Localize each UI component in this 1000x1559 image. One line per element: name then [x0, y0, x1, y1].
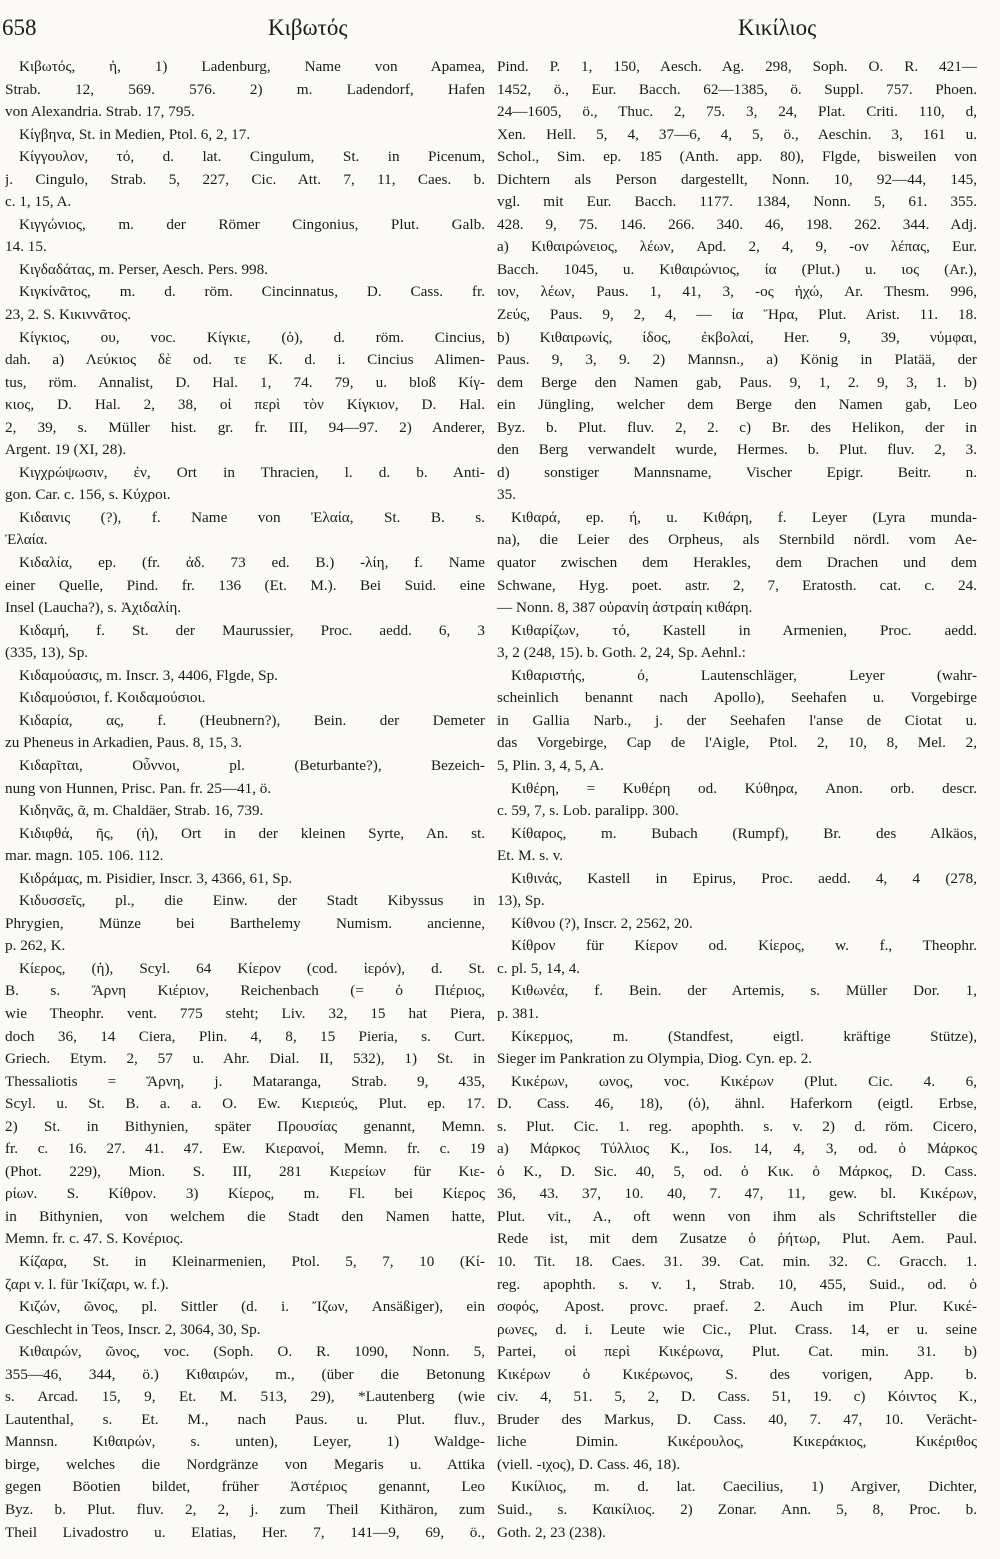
entry-headword-line: Κίθαρος, m. Bubach (Rumpf), Br. des Alkäos, — [511, 824, 977, 842]
entry-line: σοφός, Apost. provc. praef. 2. Auch im Plur. Κικέ- — [497, 1298, 977, 1316]
entry-line: s. Arcad. 15, 9, Et. M. 513, 29), *Lautenberg (wie — [5, 1388, 485, 1406]
dictionary-entry — [497, 913, 977, 936]
dictionary-entry — [497, 56, 977, 507]
entry-line: den Berg verwandelt wurde, Hermes. b. Plut. fluv. 2, 3. — [497, 441, 977, 459]
entry-line: 3, 2 (248, 15). b. Goth. 2, 24, Sp. Aehnl.: — [497, 644, 746, 662]
entry-headword-line: Κιβωτός, ἡ, 1) Ladenburg, Name von Apamea, — [19, 58, 485, 75]
entry-line: Theil Livadostro u. Elatias, Her. 7, 141—9, 69, ö., — [5, 1523, 485, 1541]
dictionary-entry — [5, 259, 485, 282]
entry-line: zu Pheneus in Arkadien, Paus. 8, 15, 3. — [5, 734, 243, 752]
dictionary-entry — [5, 665, 485, 688]
dictionary-entry — [5, 800, 485, 823]
entry-line: Pind. P. 1, 150, Aesch. Ag. 298, Soph. O. R. 421— — [497, 58, 977, 75]
entry-line: (Phot. 229), Mion. S. III, 281 Κιερείων für Κιε- — [5, 1162, 485, 1180]
entry-headword-line: Κιδαρία, ας, f. (Heubnern?), Bein. der Demeter — [19, 711, 485, 729]
entry-headword-line: Κιθινάς, Kastell in Epirus, Proc. aedd. 4, 4 (278, — [511, 869, 977, 887]
dictionary-entry — [497, 665, 977, 778]
entry-headword-line: Κιδιφθά, ῆς, (ἡ), Ort in der kleinen Syrte, An. st. — [19, 824, 485, 842]
entry-line: 10. Tit. 18. Caes. 31. 39. Cat. min. 32. C. Gracch. 1. — [497, 1252, 977, 1270]
entry-line: birge, welches die Nordgränze von Megaris u. Attika — [5, 1455, 485, 1473]
entry-line: (viell. -ιχος), D. Cass. 46, 18). — [497, 1455, 681, 1473]
entry-line: ζαρι v. l. für Ἰκίζαρι, w. f.). — [5, 1275, 169, 1293]
entry-headword-line: Κιγκίνᾶτος, m. d. röm. Cincinnatus, D. Cass. fr. — [19, 283, 485, 301]
entry-line: nung von Hunnen, Prisc. Pan. fr. 25—41, ö. — [5, 779, 272, 797]
entry-line: Schol., Sim. ep. 185 (Anth. app. 80), Flgde, bisweilen von — [497, 148, 977, 166]
entry-line: 36, 43. 37, 10. 40, 7. 47, 11, gew. bl. Κικέρων, — [497, 1185, 977, 1203]
entry-headword-line: Κιδαρῖται, Οὖννοι, pl. (Beturbante?), Bezeich- — [19, 756, 485, 774]
dictionary-entry — [5, 281, 485, 326]
entry-line: Ζεύς, Paus. 9, 2, 4, — ία Ἥρα, Plut. Arist. 11. 18. — [497, 306, 977, 324]
entry-line: civ. 4, 51. 5, 2, D. Cass. 51, 19. c) Κόιντος Κ., — [497, 1388, 977, 1406]
entry-line: Et. M. s. v. — [497, 847, 564, 865]
entry-line: 2) St. in Bithynien, später Προυσίας genannt, Memn. — [5, 1117, 485, 1135]
entry-headword-line: Κίγγουλον, τό, d. lat. Cingulum, St. in Picenum, — [19, 148, 485, 166]
entry-line: (335, 13), Sp. — [5, 644, 89, 662]
entry-line: Insel (Laucha?), s. Ἀχιδαλίη. — [5, 599, 182, 617]
entry-line: D. Cass. 46, 18), (ὁ), ähnl. Haferkorn (eigtl. Erbse, — [497, 1095, 977, 1113]
entry-line: Sieger im Pankration zu Olympia, Diog. Cyn. ep. 2. — [497, 1050, 813, 1068]
entry-line: Memn. fr. c. 47. S. Κονέριος. — [5, 1230, 184, 1248]
entry-headword-line: Κιδαμή, f. St. der Maurussier, Proc. aedd. 6, 3 — [19, 621, 485, 639]
entry-line: c. pl. 5, 14, 4. — [497, 959, 581, 977]
entry-headword-line: Κιθαριστής, ό, Lautenschläger, Leyer (wahr- — [511, 666, 977, 684]
entry-line: tus, röm. Annalist, D. Hal. 1, 74. 79, u. bloß Κίγ- — [5, 373, 485, 391]
entry-headword-line: Κίθνου (?), Inscr. 2, 2562, 20. — [511, 914, 693, 932]
dictionary-entry — [5, 552, 485, 620]
entry-line: 5, Plin. 3, 4, 5, A. — [497, 756, 604, 774]
entry-line: Partei, οἱ περὶ Κικέρωνα, Plut. Cat. min. 31. b) — [497, 1343, 977, 1361]
entry-line: s. Plut. Cic. 1. reg. apophth. s. v. 2) d. röm. Cicero, — [497, 1117, 977, 1135]
entry-line: in Gallia Narb., j. der Seehafen l'anse de Ciotat u. — [497, 711, 977, 729]
page-number: 658 — [2, 15, 37, 40]
entry-line: Bacch. 1045, u. Κιθαιρώνιος, ία (Plut.) u. ιος (Ar.), — [497, 260, 977, 278]
entry-line: ρίων. S. Κίθρον. 3) Κίερος, m. Fl. bei Κίερος — [5, 1185, 485, 1203]
running-head-left: Κιβωτός — [268, 15, 348, 40]
entry-line: 1452, ö., Eur. Bacch. 62—1385, ö. Suppl. 757. Phoen. — [497, 80, 977, 98]
entry-line: ein Jüngling, welcher dem Berge den Namen gab, Leo — [497, 396, 977, 414]
entry-line: κιος, D. Hal. 2, 38, οἱ περὶ τὸν Κίγκιον, D. Hal. — [5, 396, 485, 414]
entry-line: ρωνες, d. i. Leute wie Cic., Plut. Crass. 14, er u. seine — [497, 1320, 977, 1338]
entry-headword-line: Κίερος, (ἡ), Scyl. 64 Κίερον (cod. ἱερόν), d. St. — [19, 959, 485, 977]
entry-line: 2, 39, s. Müller hist. gr. fr. III, 94—97. 2) Anderer, — [5, 418, 485, 436]
entry-headword-line: Κιθωνέα, f. Bein. der Artemis, s. Müller Dor. 1, — [511, 982, 977, 1000]
entry-headword-line: Κιγγώνιος, m. der Römer Cingonius, Plut. Galb. — [19, 215, 485, 233]
entry-line: Byz. b. Plut. fluv. 2, 2, j. zum Theil Kithäron, zum — [5, 1501, 485, 1518]
entry-headword-line: Κίκερμος, m. (Standfest, eigtl. kräftige Stütze), — [511, 1027, 977, 1045]
dictionary-entry — [497, 868, 977, 913]
entry-line: — Nonn. 8, 387 οὐρανίη ἀστραίη κιθάρη. — [497, 599, 753, 617]
dictionary-entry — [497, 980, 977, 1025]
dictionary-entry — [5, 214, 485, 259]
dictionary-entry — [5, 1251, 485, 1296]
entry-line: Thessaliotis = Ἄρνη, j. Mataranga, Strab. 9, 435, — [5, 1072, 485, 1090]
dictionary-entry — [5, 507, 485, 552]
dictionary-entry — [5, 1341, 485, 1544]
entry-line: dem Berge den Namen gab, Paus. 9, 1, 2. 9, 3, 1. b) — [497, 373, 977, 391]
entry-line: Strab. 12, 569. 576. 2) m. Ladendorf, Hafen — [5, 80, 485, 98]
left-column — [5, 56, 485, 1544]
entry-headword-line: Κιγδαδάτας, m. Perser, Aesch. Pers. 998. — [19, 260, 269, 278]
entry-line: Κικέρων ὁ Κικέρωνος, S. des vorigen, App. b. — [497, 1365, 977, 1383]
dictionary-entry — [497, 507, 977, 620]
dictionary-entry — [5, 710, 485, 755]
dictionary-entry — [5, 462, 485, 507]
entry-line: p. 262, K. — [5, 937, 66, 955]
entry-line: c. 59, 7, s. Lob. paralipp. 300. — [497, 802, 679, 820]
entry-headword-line: Κικίλιος, m. d. lat. Caecilius, 1) Argiver, Dichter, — [511, 1478, 977, 1496]
entry-line: 23, 2. S. Κικιννᾶτος. — [5, 306, 132, 324]
entry-line: vgl. mit Eur. Bacch. 1177. 1384, Nonn. 5, 61. 355. — [497, 193, 977, 211]
entry-line: ιον, λέων, Paus. 1, 41, 3, -ος ἠχώ, Ar. Thesm. 996, — [497, 283, 977, 301]
entry-line: Phrygien, Münze bei Barthelemy Numism. ancienne, — [5, 914, 485, 932]
entry-headword-line: Κιθαρά, ep. ή, u. Κιθάρη, f. Leyer (Lyra munda- — [511, 508, 977, 526]
entry-line: Bruder des Markus, D. Cass. 40, 7. 47, 10. Verächt- — [497, 1410, 977, 1428]
entry-line: mar. magn. 105. 106. 112. — [5, 847, 164, 865]
entry-line: Goth. 2, 23 (238). — [497, 1523, 606, 1541]
entry-line: Paus. 9, 3, 9. 2) Mannsn., a) König in Platää, der — [497, 351, 977, 369]
entry-line: na), die Leier des Orpheus, als Sternbild nördl. vom Ae- — [497, 531, 977, 549]
dictionary-entry — [5, 890, 485, 958]
entry-headword-line: Κιδαινις (?), f. Name von Ἐλαία, St. B. s. — [19, 508, 485, 526]
entry-line: quator zwischen dem Herakles, dem Drachen und dem — [497, 554, 977, 572]
entry-line: Lautenthal, s. Et. M., nach Paus. u. Plut. fluv., — [5, 1410, 485, 1428]
entry-headword-line: Κιθαρίζων, τό, Kastell in Armenien, Proc. aedd. — [511, 621, 977, 639]
entry-headword-line: Κιδηνᾶς, ᾶ, m. Chaldäer, Strab. 16, 739. — [19, 802, 264, 820]
entry-line: 24—1605, ö., Thuc. 2, 75. 3, 24, Plat. Criti. 110, d, — [497, 103, 977, 121]
entry-line: Ἐλαία. — [5, 531, 48, 549]
entry-line: a) Μάρκος Τύλλιος Κ., Ios. 14, 4, 3, od. ὁ Μάρκος — [497, 1140, 977, 1158]
entry-line: a) Κιθαιρώνειος, λέων, Apd. 2, 4, 9, -ον λέπας, Eur. — [497, 238, 977, 256]
dictionary-entry — [5, 124, 485, 147]
entry-headword-line: Κιδαλία, ep. (fr. ἀδ. 73 ed. B.) -λίη, f. Name — [19, 554, 485, 572]
entry-line: B. s. Ἄρνη Κιέριον, Reichenbach (= ὁ Πιέριος, — [5, 982, 485, 1000]
entry-headword-line: Κίθρον für Κίερον od. Κίερος, w. f., Theophr. — [511, 937, 977, 955]
entry-line: gegen Böotien bildet, früher Ἀστέριος genannt, Leo — [5, 1478, 485, 1496]
dictionary-entry — [5, 327, 485, 462]
entry-headword-line: Κικέρων, ωνος, voc. Κικέρων (Plut. Cic. 4. 6, — [511, 1072, 977, 1090]
dictionary-entry — [5, 56, 485, 124]
entry-line: von Alexandria. Strab. 17, 795. — [5, 103, 195, 121]
entry-line: d) sonstiger Mannsname, Vischer Epigr. Beitr. n. — [497, 463, 977, 481]
running-head-right: Κικίλιος — [738, 15, 817, 40]
entry-line: fr. c. 16. 27. 41. 47. Ew. Κιερανοί, Memn. fr. c. 19 — [5, 1140, 485, 1158]
dictionary-entry — [5, 958, 485, 1251]
dictionary-entry — [497, 823, 977, 868]
dictionary-entry — [5, 823, 485, 868]
entry-headword-line: Κίγκιος, ου, voc. Κίγκιε, (ὁ), d. röm. Cincius, — [19, 328, 485, 346]
entry-line: liche Dimin. Κικέρουλος, Κικεράκιος, Κικέριθος — [497, 1433, 977, 1451]
entry-line: Geschlecht in Teos, Inscr. 2, 3064, 30, Sp. — [5, 1320, 261, 1338]
entry-headword-line: Κιγχρώψωσιν, ἐν, Ort in Thracien, l. d. b. Anti- — [19, 463, 485, 481]
entry-line: dah. a) Λεύκιος δὲ od. τε Κ. d. i. Cincius Alimen- — [5, 351, 485, 369]
entry-line: Griech. Etym. 2, 57 u. Ahr. Dial. II, 532), 1) St. in — [5, 1050, 485, 1068]
dictionary-entry — [497, 620, 977, 665]
entry-headword-line: Κίζαρα, St. in Kleinarmenien, Ptol. 5, 7, 10 (Κί- — [19, 1252, 485, 1270]
right-column — [497, 56, 977, 1544]
entry-line: j. Cingulo, Strab. 5, 227, Cic. Att. 7, 11, Caes. b. — [5, 170, 485, 188]
entry-headword-line: Κιδράμας, m. Pisidier, Inscr. 3, 4366, 61, Sp. — [19, 869, 293, 887]
entry-line: Rede ist, mit dem Zusatze ὁ ῥήτωρ, Plut. Aem. Paul. — [497, 1230, 977, 1248]
entry-line: 355—46, 344, ö.) Κιθαιρών, m., (über die Betonung — [5, 1365, 485, 1383]
dictionary-entry — [497, 935, 977, 980]
entry-line: 14. 15. — [5, 238, 47, 256]
entry-line: reg. apophth. s. v. 1, Strab. 10, 455, Suid., od. ὁ — [497, 1275, 977, 1293]
entry-line: Schwane, Hyg. poet. astr. 2, 7, Eratosth. cat. c. 24. — [497, 576, 977, 594]
entry-line: Mannsn. Κιθαιρών, s. unten), Leyer, 1) Waldge- — [5, 1433, 485, 1451]
entry-line: 428. 9, 75. 146. 266. 340. 46, 198. 262. 344. Adj. — [497, 215, 977, 233]
entry-headword-line: Κίγβηνα, St. in Medien, Ptol. 6, 2, 17. — [19, 125, 251, 143]
entry-line: in Bithynien, von welchem die Stadt den Namen hatte, — [5, 1207, 485, 1225]
entry-line: Xen. Hell. 5, 4, 37—6, 4, 5, ö., Aeschin. 3, 161 u. — [497, 125, 977, 143]
entry-headword-line: Κιθέρη, = Κυθέρη od. Κύθηρα, Anon. orb. descr. — [511, 779, 977, 797]
dictionary-entry — [497, 1071, 977, 1477]
entry-line: doch 36, 14 Ciera, Plin. 4, 8, 15 Pieria, s. Curt. — [5, 1027, 485, 1045]
dictionary-entry — [5, 1296, 485, 1341]
dictionary-entry — [497, 778, 977, 823]
entry-line: c. 1, 15, A. — [5, 193, 72, 211]
dictionary-entry — [5, 755, 485, 800]
entry-line: Suid., s. Καικίλιος. 2) Zonar. Ann. 5, 8, Proc. b. — [497, 1501, 977, 1518]
entry-line: das Vorgebirge, Cap de l'Aigle, Ptol. 2, 10, 8, Mel. 2, — [497, 734, 977, 752]
entry-line: gon. Car. c. 156, s. Κύχροι. — [5, 486, 171, 504]
dictionary-entry — [5, 868, 485, 891]
dictionary-entry — [5, 687, 485, 710]
entry-headword-line: Κιζών, ῶνος, pl. Sittler (d. i. Ἴζων, Ansäßiger), ein — [19, 1298, 485, 1316]
entry-line: Argent. 19 (XI, 28). — [5, 441, 127, 459]
entry-line: 13), Sp. — [497, 892, 545, 910]
entry-line: scheinlich benannt nach Apollo), Seehafen u. Vorgebirge — [497, 689, 977, 707]
entry-headword-line: Κιθαιρών, ῶνος, voc. (Soph. O. R. 1090, Nonn. 5, — [19, 1343, 485, 1361]
entry-line: ὁ Κ., D. Sic. 40, 5, od. ὁ Κικ. ὁ Μάρκος, D. Cass. — [497, 1162, 977, 1180]
entry-line: p. 381. — [497, 1004, 539, 1022]
dictionary-entry — [5, 620, 485, 665]
entry-line: Scyl. u. St. B. a. a. O. Ew. Κιεριεύς, Plut. ep. 17. — [5, 1095, 485, 1113]
entry-line: einer Quelle, Pind. fr. 136 (Et. M.). Bei Suid. eine — [5, 576, 485, 594]
entry-headword-line: Κιδυσσεῖς, pl., die Einw. der Stadt Kibyssus in — [19, 892, 485, 910]
entry-line: b) Κιθαιρωνίς, ίδος, ἐκβολαί, Her. 9, 39, νύμφαι, — [497, 328, 977, 346]
entry-line: wie Theophr. vent. 775 steht; Liv. 32, 15 hat Piera, — [5, 1004, 485, 1022]
entry-line: 35. — [497, 486, 516, 504]
entry-headword-line: Κιδαμούασις, m. Inscr. 3, 4406, Flgde, Sp. — [19, 666, 278, 684]
dictionary-entry — [497, 1026, 977, 1071]
entry-line: Byz. b. Plut. fluv. 2, 2. c) Br. des Helikon, der in — [497, 418, 977, 436]
dictionary-entry — [5, 146, 485, 214]
dictionary-entry — [497, 1476, 977, 1544]
entry-headword-line: Κιδαμούσιοι, f. Κοιδαμούσιοι. — [19, 689, 206, 707]
entry-line: Dichtern als Person dargestellt, Nonn. 10, 92—44, 145, — [497, 170, 977, 188]
entry-line: Plut. vit., A., oft wenn von ihm als Schriftsteller die — [497, 1207, 977, 1225]
